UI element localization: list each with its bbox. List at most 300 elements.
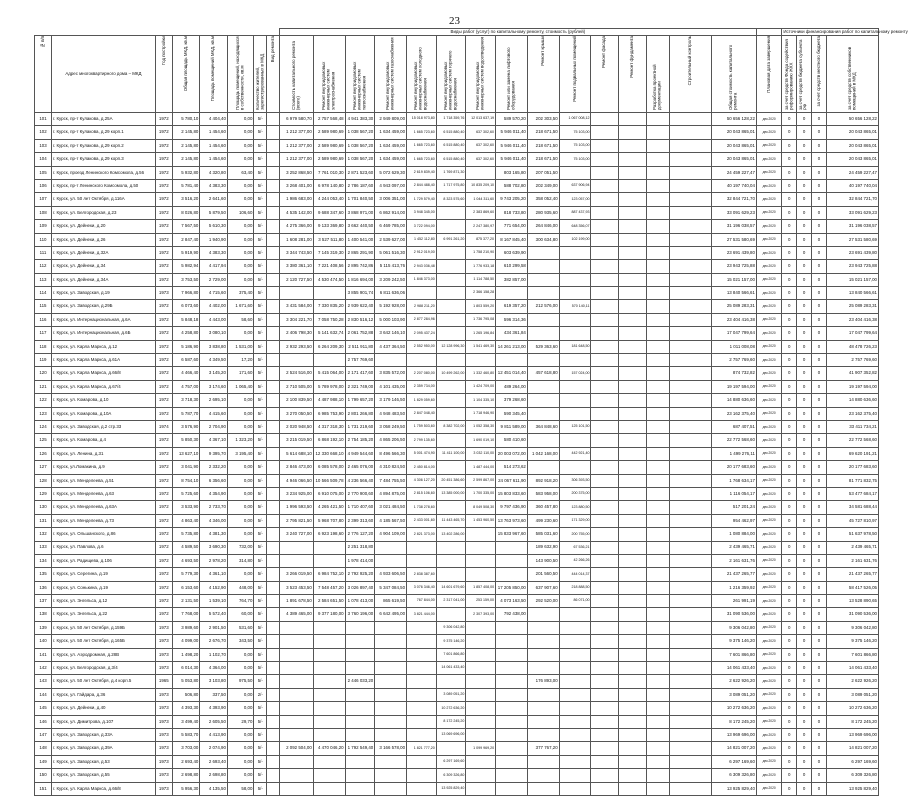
repair-type-cell — [267, 113, 280, 126]
cost-cell — [436, 541, 466, 554]
cost-cell: 10 499 262,00 — [436, 367, 466, 380]
fund-cell: 0 — [782, 340, 797, 353]
cost-cell — [591, 166, 619, 179]
owners-fund-cell: 58 417 526,05 — [826, 581, 878, 594]
cost-cell: 11 411 100,00 — [436, 447, 466, 460]
owned-area-cell: 0,00 — [227, 394, 254, 407]
cost-cell: 86 071,00 — [559, 595, 591, 608]
fund-cell: 0 — [782, 728, 797, 741]
fund-cell: 0 — [782, 688, 797, 701]
year-cell: 1972 — [155, 380, 172, 393]
residents-cell: 5/- — [254, 541, 267, 554]
residents-cell: 5/- — [254, 501, 267, 514]
year-cell: 1972 — [155, 166, 172, 179]
cost-cell: 6 985 753,90 — [313, 407, 345, 420]
address-cell: г. Курск, ул. Дейнеки, д.40 — [51, 702, 155, 715]
cost-cell: 7 330 835,20 — [313, 300, 345, 313]
owners-fund-cell: 3 089 051,20 — [826, 688, 878, 701]
premises-area-cell: 2 698,80 — [200, 769, 228, 782]
premises-area-cell: 4 383,30 — [200, 179, 228, 192]
cost-cell: 2 247 380,97 — [466, 220, 496, 233]
repair-type-cell — [267, 635, 280, 648]
cost-cell: 4 949 544,60 — [345, 447, 375, 460]
cost-cell: 280 935,60 — [527, 206, 559, 219]
cost-cell: 5 061 516,30 — [375, 246, 407, 259]
cost-cell — [669, 782, 711, 795]
cost-cell: 2 383 869,60 — [466, 206, 496, 219]
cost-cell — [375, 662, 407, 675]
completion-date-cell: дек.2020 — [756, 126, 781, 139]
fund-cell: 0 — [782, 260, 797, 273]
cost-cell — [619, 461, 647, 474]
cost-cell — [619, 769, 647, 782]
owners-fund-cell: 13 925 829,40 — [826, 782, 878, 795]
cost-cell — [496, 554, 528, 567]
year-cell: 1972 — [155, 313, 172, 326]
owned-area-cell: 0,00 — [227, 702, 254, 715]
fund-cell: 0 — [782, 662, 797, 675]
cost-cell — [559, 246, 591, 259]
cost-cell: 3 431 584,00 — [279, 300, 313, 313]
cost-cell — [436, 608, 466, 621]
fund-cell: 0 — [782, 595, 797, 608]
cost-cell — [591, 220, 619, 233]
cost-cell: 2 799 135,60 — [407, 434, 437, 447]
cost-cell — [527, 354, 559, 367]
cost-cell — [591, 407, 619, 420]
fund-cell: 0 — [782, 528, 797, 541]
cost-cell — [496, 728, 528, 741]
cost-cell — [646, 139, 669, 152]
cost-cell: 2 321 749,00 — [345, 380, 375, 393]
cost-cell — [619, 354, 647, 367]
completion-date-cell: дек.2020 — [756, 179, 781, 192]
row-number-cell: 125 — [35, 434, 52, 447]
cost-cell — [591, 581, 619, 594]
cost-cell — [591, 313, 619, 326]
year-cell: 1972 — [155, 354, 172, 367]
repair-type-cell — [267, 715, 280, 728]
cost-cell: 2 599 867,00 — [466, 474, 496, 487]
total-area-cell: 7 966,80 — [172, 287, 200, 300]
completion-date-cell: дек.2020 — [756, 742, 781, 755]
table-row — [35, 568, 879, 581]
cost-cell — [646, 327, 669, 340]
cost-cell: 4 389 465,00 — [279, 608, 313, 621]
total-cost-cell: 17 047 799,64 — [712, 327, 757, 340]
fund-cell: 0 — [812, 621, 827, 634]
cost-cell — [619, 608, 647, 621]
fund-cell: 0 — [812, 461, 827, 474]
cost-cell: 75 103,00 — [559, 139, 591, 152]
total-area-cell: 6 587,60 — [172, 354, 200, 367]
cost-cell — [619, 380, 647, 393]
cost-cell — [619, 233, 647, 246]
residents-cell: 5/- — [254, 474, 267, 487]
year-cell: 1972 — [155, 528, 172, 541]
cost-cell — [646, 702, 669, 715]
cost-cell — [619, 688, 647, 701]
cost-cell — [669, 742, 711, 755]
owned-area-cell: 0,00 — [227, 179, 254, 192]
cost-cell — [436, 742, 466, 755]
fund-cell: 0 — [812, 367, 827, 380]
premises-area-cell: 4 413,90 — [200, 728, 228, 741]
cost-cell: 892 918,20 — [527, 474, 559, 487]
premises-area-cell: 2 733,70 — [200, 501, 228, 514]
cost-cell — [559, 313, 591, 326]
cost-cell: 364 848,60 — [527, 420, 559, 433]
completion-date-cell: дек.2020 — [756, 139, 781, 152]
fund-cell: 0 — [797, 166, 812, 179]
residents-cell: 5/- — [254, 340, 267, 353]
total-cost-cell: 3 089 051,20 — [712, 688, 757, 701]
residents-cell: 5/- — [254, 420, 267, 433]
table-row — [35, 728, 879, 741]
cost-cell: 767 844,00 — [407, 595, 437, 608]
cost-cell: 8 323 575,60 — [436, 193, 466, 206]
cost-cell: 3 304 221,70 — [279, 313, 313, 326]
cost-cell — [646, 514, 669, 527]
cost-cell: 2 092 504,00 — [279, 742, 313, 755]
cost-cell — [619, 621, 647, 634]
cost-cell: 2 815 106,60 — [407, 487, 437, 500]
cost-cell — [669, 648, 711, 661]
cost-cell — [669, 233, 711, 246]
address-cell: г. Курск, ул. Белгородская, д.3/4 — [51, 662, 155, 675]
cost-cell: 5 789 978,00 — [313, 380, 345, 393]
residents-cell: 5/- — [254, 246, 267, 259]
address-cell: г. Курск, ул. Сонькина, д.19 — [51, 581, 155, 594]
total-cost-cell: 27 531 580,69 — [712, 233, 757, 246]
year-cell: 1973 — [155, 621, 172, 634]
fund-cell: 0 — [812, 782, 827, 795]
total-cost-cell: 13 840 566,61 — [712, 287, 757, 300]
cost-cell — [619, 715, 647, 728]
cost-cell — [527, 755, 559, 768]
fund-cell: 0 — [797, 246, 812, 259]
residents-cell: 5/- — [254, 769, 267, 782]
fund-cell: 0 — [782, 327, 797, 340]
cost-cell: 3 240 727,00 — [279, 528, 313, 541]
repair-type-cell — [267, 420, 280, 433]
cost-cell: 181 648,50 — [559, 340, 591, 353]
fund-cell: 0 — [812, 313, 827, 326]
residents-cell: 5/- — [254, 153, 267, 166]
cost-cell: 1 710 407,60 — [345, 501, 375, 514]
cost-cell: 1 816 694,00 — [345, 273, 375, 286]
cost-cell: 2 795 821,50 — [279, 514, 313, 527]
completion-date-cell: дек.2020 — [756, 501, 781, 514]
cost-cell — [591, 608, 619, 621]
completion-date-cell: дек.2020 — [756, 166, 781, 179]
cost-cell — [591, 769, 619, 782]
cost-cell: 4 894 875,00 — [375, 487, 407, 500]
cost-cell: 1 038 567,20 — [345, 153, 375, 166]
fund-cell: 0 — [797, 514, 812, 527]
cost-cell: 5 946 011,40 — [496, 126, 528, 139]
cost-cell: 1 978 414,00 — [345, 554, 375, 567]
address-cell: г. Курск, ул. Дейнеки, д.20 — [51, 220, 155, 233]
cost-cell: 300 634,80 — [527, 233, 559, 246]
cost-cell — [407, 354, 437, 367]
owned-area-cell: 0,00 — [227, 461, 254, 474]
table-row — [35, 782, 879, 795]
cost-cell — [619, 153, 647, 166]
cost-cell — [591, 233, 619, 246]
cost-cell — [669, 501, 711, 514]
table-row — [35, 113, 879, 126]
cost-cell — [591, 461, 619, 474]
address-cell: г. Курск, ул. Заводская, д.39А — [51, 742, 155, 755]
cost-cell — [669, 394, 711, 407]
row-number-cell: 146 — [35, 715, 52, 728]
cost-cell — [591, 273, 619, 286]
column-header: Ремонт фундамента — [619, 36, 647, 113]
fund-cell: 0 — [782, 407, 797, 420]
cost-cell: 2 100 839,50 — [279, 394, 313, 407]
repair-type-cell — [267, 648, 280, 661]
residents-cell: 5/- — [254, 220, 267, 233]
cost-cell — [619, 260, 647, 273]
cost-cell — [407, 648, 437, 661]
cost-cell: 218 671,50 — [527, 126, 559, 139]
year-cell: 1972 — [155, 340, 172, 353]
total-area-cell: 8 754,10 — [172, 474, 200, 487]
cost-cell — [591, 206, 619, 219]
cost-cell: 434 361,84 — [496, 327, 528, 340]
cost-cell — [279, 702, 313, 715]
address-cell: г. Курск, ул. Интернациональная, д.6А — [51, 313, 155, 326]
cost-cell — [496, 621, 528, 634]
cost-cell — [559, 702, 591, 715]
row-number-cell: 110 — [35, 233, 52, 246]
completion-date-cell: дек.2020 — [756, 715, 781, 728]
cost-cell: 358 052,40 — [527, 193, 559, 206]
cost-cell — [669, 528, 711, 541]
fund-cell: 0 — [782, 179, 797, 192]
total-area-cell: 6 014,30 — [172, 662, 200, 675]
repair-type-cell — [267, 528, 280, 541]
cost-cell — [436, 206, 466, 219]
address-cell: г. Курск, ул. Заводская, д.19 — [51, 287, 155, 300]
completion-date-cell: дек.2020 — [756, 608, 781, 621]
cost-cell — [279, 769, 313, 782]
table-row — [35, 755, 879, 768]
total-cost-cell: 954 462,97 — [712, 514, 757, 527]
cost-cell — [669, 193, 711, 206]
table-row — [35, 528, 879, 541]
year-cell: 1973 — [155, 648, 172, 661]
fund-cell: 0 — [797, 728, 812, 741]
fund-cell: 0 — [812, 139, 827, 152]
cost-cell — [527, 715, 559, 728]
cost-cell — [436, 568, 466, 581]
fund-cell: 0 — [812, 769, 827, 782]
cost-cell: 4 236 566,40 — [345, 474, 375, 487]
cost-cell — [669, 273, 711, 286]
cost-cell: 596 314,36 — [496, 313, 528, 326]
cost-cell: 4 185 567,50 — [375, 514, 407, 527]
cost-cell — [646, 367, 669, 380]
fund-cell: 0 — [797, 742, 812, 755]
table-row — [35, 126, 879, 139]
cost-cell: 1 453 960,50 — [466, 514, 496, 527]
repair-type-cell — [267, 139, 280, 152]
premises-area-cell: 5 879,50 — [200, 206, 228, 219]
cost-cell — [407, 541, 437, 554]
total-cost-cell: 20 043 865,01 — [712, 139, 757, 152]
table-row — [35, 354, 879, 367]
cost-cell: 2 207 080,00 — [407, 367, 437, 380]
total-cost-cell: 13 925 829,40 — [712, 782, 757, 795]
cost-cell: 6 309 326,80 — [436, 769, 466, 782]
fund-cell: 0 — [797, 608, 812, 621]
total-area-cell: 2 145,80 — [172, 153, 200, 166]
owners-fund-cell: 15 021 157,00 — [826, 273, 878, 286]
total-cost-cell: 23 943 725,88 — [712, 260, 757, 273]
cost-cell — [279, 648, 313, 661]
premises-area-cell: 4 715,60 — [200, 287, 228, 300]
owned-area-cell: 0,00 — [227, 153, 254, 166]
total-area-cell: 5 779,30 — [172, 568, 200, 581]
cost-cell: 1 731 219,60 — [345, 420, 375, 433]
cost-cell — [619, 648, 647, 661]
completion-date-cell: дек.2020 — [756, 287, 781, 300]
fund-cell: 0 — [812, 501, 827, 514]
cost-cell — [646, 782, 669, 795]
cost-cell: 9 743 205,20 — [496, 193, 528, 206]
cost-cell: 7 761 010,30 — [313, 166, 345, 179]
cost-cell: 1 718 946,90 — [466, 407, 496, 420]
fund-cell: 0 — [812, 354, 827, 367]
cost-cell: 2 366 158,28 — [466, 287, 496, 300]
cost-cell — [619, 434, 647, 447]
cost-cell — [591, 635, 619, 648]
cost-cell — [375, 728, 407, 741]
cost-cell — [527, 394, 559, 407]
cost-cell: 7 548 457,20 — [313, 581, 345, 594]
total-area-cell: 2 131,50 — [172, 595, 200, 608]
premises-area-cell: 4 346,00 — [200, 514, 228, 527]
cost-cell: 2 171 417,60 — [345, 367, 375, 380]
fund-cell: 0 — [782, 608, 797, 621]
total-area-cell: 5 186,90 — [172, 340, 200, 353]
cost-cell: 4 317 318,30 — [313, 420, 345, 433]
owned-area-cell: 0,00 — [227, 246, 254, 259]
owned-area-cell: 314,80 — [227, 554, 254, 567]
repair-type-cell — [267, 206, 280, 219]
repair-type-cell — [267, 769, 280, 782]
cost-cell — [669, 769, 711, 782]
column-header: № п/п — [35, 36, 52, 113]
repair-type-cell — [267, 233, 280, 246]
cost-cell — [646, 769, 669, 782]
cost-cell — [407, 688, 437, 701]
address-cell: г. Курск, ул. Менделеева, д.63А — [51, 501, 155, 514]
completion-date-cell: дек.2020 — [756, 541, 781, 554]
cost-cell — [619, 394, 647, 407]
cost-cell — [313, 662, 345, 675]
cost-cell — [466, 662, 496, 675]
cost-cell: 2 589 980,69 — [313, 139, 345, 152]
table-row — [35, 166, 879, 179]
cost-cell: 2 465 076,00 — [345, 461, 375, 474]
completion-date-cell: дек.2020 — [756, 782, 781, 795]
repair-type-cell — [267, 313, 280, 326]
fund-cell: 0 — [782, 715, 797, 728]
cost-cell: 202 349,00 — [527, 179, 559, 192]
cost-cell — [591, 179, 619, 192]
owned-area-cell: 0,00 — [227, 113, 254, 126]
cost-cell: 1 736 795,08 — [466, 313, 496, 326]
cost-cell — [646, 715, 669, 728]
cost-cell: 4 933 606,50 — [375, 568, 407, 581]
total-area-cell: 5 787,70 — [172, 407, 200, 420]
completion-date-cell: дек.2020 — [756, 621, 781, 634]
row-number-cell: 104 — [35, 153, 52, 166]
residents-cell: 5/- — [254, 327, 267, 340]
cost-cell — [345, 728, 375, 741]
cost-cell: 4 265 421,50 — [313, 501, 345, 514]
residents-cell: 5/- — [254, 755, 267, 768]
cost-cell — [669, 380, 711, 393]
owners-fund-cell: 14 880 636,60 — [826, 394, 878, 407]
fund-cell: 0 — [782, 501, 797, 514]
repair-type-cell — [267, 541, 280, 554]
total-area-cell: 2 145,80 — [172, 126, 200, 139]
cost-cell — [559, 782, 591, 795]
cost-cell — [279, 354, 313, 367]
cost-cell — [375, 769, 407, 782]
cost-cell: 3 209 242,50 — [375, 273, 407, 286]
fund-cell: 0 — [797, 313, 812, 326]
owned-area-cell: 343,50 — [227, 635, 254, 648]
repair-type-cell — [267, 394, 280, 407]
cost-cell: 6 979 580,70 — [279, 113, 313, 126]
cost-cell — [313, 688, 345, 701]
row-number-cell: 143 — [35, 675, 52, 688]
completion-date-cell: дек.2020 — [756, 528, 781, 541]
cost-cell: 1 996 593,50 — [279, 501, 313, 514]
owners-fund-cell: 69 620 191,21 — [826, 447, 878, 460]
row-number-cell: 136 — [35, 581, 52, 594]
premises-area-cell: 1 454,60 — [200, 126, 228, 139]
year-cell: 1972 — [155, 461, 172, 474]
year-cell: 1973 — [155, 769, 172, 782]
cost-cell: 2 589 980,69 — [313, 153, 345, 166]
cost-cell — [646, 648, 669, 661]
cost-cell: 3 268 401,00 — [279, 179, 313, 192]
column-header: Плановая дата завершения — [756, 36, 781, 113]
fund-cell: 0 — [782, 153, 797, 166]
cost-cell — [669, 755, 711, 768]
repair-type-cell — [267, 487, 280, 500]
fund-cell: 0 — [797, 193, 812, 206]
cost-cell: 637 906,94 — [559, 179, 591, 192]
column-header: Количество жителей, зарегистрированных в МКД — [254, 36, 267, 113]
repair-type-cell — [267, 193, 280, 206]
year-cell: 1972 — [155, 568, 172, 581]
address-cell: г. Курск, ул. Карла Маркса, д.61А — [51, 354, 155, 367]
cost-cell — [375, 715, 407, 728]
cost-cell — [669, 179, 711, 192]
total-cost-cell: 2 161 631,76 — [712, 554, 757, 567]
year-cell: 1974 — [155, 420, 172, 433]
fund-cell: 0 — [797, 688, 812, 701]
cost-cell — [559, 260, 591, 273]
row-number-cell: 137 — [35, 595, 52, 608]
